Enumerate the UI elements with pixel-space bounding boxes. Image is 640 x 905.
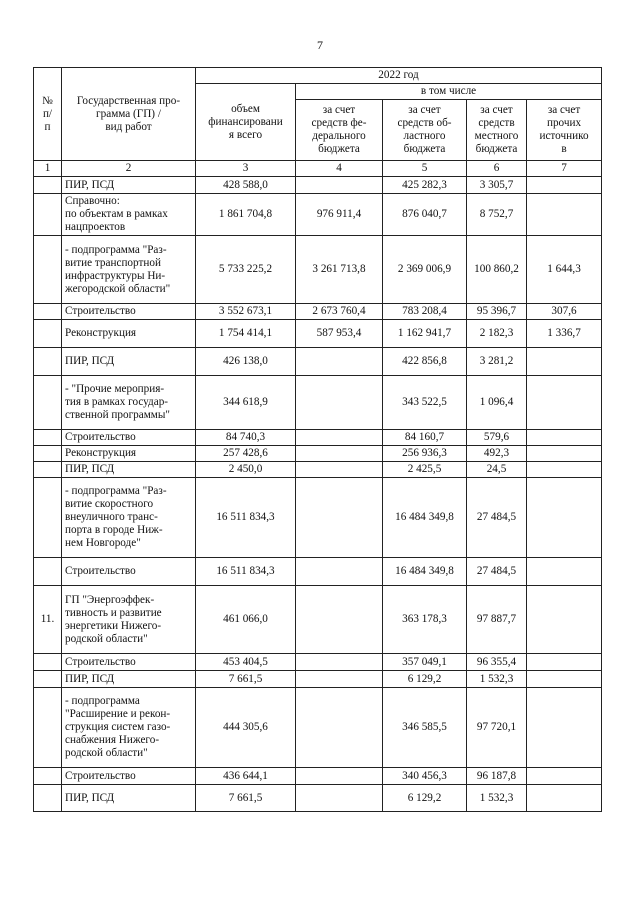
row-local: 96 187,8: [467, 768, 527, 785]
row-regional: 84 160,7: [383, 430, 467, 446]
row-regional: 256 936,3: [383, 446, 467, 462]
row-total: 1 754 414,1: [196, 320, 296, 348]
row-name: Строительство: [62, 304, 196, 320]
row-federal: [296, 768, 383, 785]
table-row: [34, 478, 602, 558]
row-other: [527, 785, 602, 812]
row-local: 100 860,2: [467, 236, 527, 304]
row-local: 2 182,3: [467, 320, 527, 348]
row-num: 11.: [34, 586, 62, 654]
row-num: [34, 194, 62, 236]
header-regional: за счет средств об- ластного бюджета: [383, 100, 467, 161]
colnum-2: 2: [62, 161, 196, 177]
row-local: 3 305,7: [467, 177, 527, 194]
table-row: [34, 768, 602, 785]
colnum-6: 6: [467, 161, 527, 177]
header-total: объем финансировани я всего: [196, 84, 296, 161]
row-regional: 357 049,1: [383, 654, 467, 671]
table-row: [34, 671, 602, 688]
row-other: [527, 688, 602, 768]
row-other: [527, 654, 602, 671]
row-total: 426 138,0: [196, 348, 296, 376]
row-regional: 16 484 349,8: [383, 558, 467, 586]
table-row: [34, 586, 602, 654]
table-row: [34, 320, 602, 348]
row-regional: 2 425,5: [383, 462, 467, 478]
table-row: [34, 688, 602, 768]
row-num: [34, 688, 62, 768]
row-name: - подпрограмма "Раз- витие скоростного внеуличного транс- порта в городе Ниж- нем Новгороде": [62, 478, 196, 558]
table-row: [34, 177, 602, 194]
row-total: 5 733 225,2: [196, 236, 296, 304]
row-federal: [296, 785, 383, 812]
row-local: 24,5: [467, 462, 527, 478]
page-number: 7: [317, 38, 323, 52]
row-regional: 6 129,2: [383, 785, 467, 812]
row-other: [527, 430, 602, 446]
row-local: 492,3: [467, 446, 527, 462]
row-regional: 6 129,2: [383, 671, 467, 688]
row-num: [34, 304, 62, 320]
row-name: ПИР, ПСД: [62, 348, 196, 376]
table-row: [34, 304, 602, 320]
row-total: 453 404,5: [196, 654, 296, 671]
row-name: ПИР, ПСД: [62, 671, 196, 688]
table-row: [34, 446, 602, 462]
row-total: 16 511 834,3: [196, 478, 296, 558]
row-name: - подпрограмма "Раз- витие транспортной инфраструктуры Ни- жегородской области": [62, 236, 196, 304]
row-regional: 16 484 349,8: [383, 478, 467, 558]
row-other: [527, 671, 602, 688]
row-federal: [296, 446, 383, 462]
row-num: [34, 558, 62, 586]
row-regional: 876 040,7: [383, 194, 467, 236]
row-num: [34, 348, 62, 376]
row-other: [527, 768, 602, 785]
row-local: 95 396,7: [467, 304, 527, 320]
row-total: 1 861 704,8: [196, 194, 296, 236]
header-year: 2022 год: [196, 68, 602, 84]
row-name: ПИР, ПСД: [62, 177, 196, 194]
row-total: 428 588,0: [196, 177, 296, 194]
row-local: 97 887,7: [467, 586, 527, 654]
row-total: 7 661,5: [196, 671, 296, 688]
table-row: [34, 654, 602, 671]
row-num: [34, 320, 62, 348]
row-regional: 783 208,4: [383, 304, 467, 320]
row-num: [34, 177, 62, 194]
table-row: [34, 785, 602, 812]
row-local: 8 752,7: [467, 194, 527, 236]
table-row: [34, 558, 602, 586]
row-num: [34, 785, 62, 812]
header-num: № п/ п: [34, 68, 62, 161]
row-federal: [296, 348, 383, 376]
row-federal: [296, 376, 383, 430]
row-federal: 587 953,4: [296, 320, 383, 348]
colnum-3: 3: [196, 161, 296, 177]
row-name: ПИР, ПСД: [62, 785, 196, 812]
row-num: [34, 478, 62, 558]
row-federal: [296, 462, 383, 478]
header-federal: за счет средств фе- дерального бюджета: [296, 100, 383, 161]
colnum-1: 1: [34, 161, 62, 177]
row-total: 84 740,3: [196, 430, 296, 446]
table-body: [34, 177, 602, 812]
table-row: [34, 430, 602, 446]
row-name: ПИР, ПСД: [62, 462, 196, 478]
table-row: [34, 348, 602, 376]
row-name: Строительство: [62, 654, 196, 671]
row-federal: [296, 654, 383, 671]
header-other: за счет прочих источнико в: [527, 100, 602, 161]
row-federal: [296, 688, 383, 768]
row-federal: 2 673 760,4: [296, 304, 383, 320]
row-num: [34, 236, 62, 304]
row-other: [527, 586, 602, 654]
table-row: [34, 236, 602, 304]
row-num: [34, 376, 62, 430]
row-num: [34, 654, 62, 671]
row-name: Строительство: [62, 768, 196, 785]
colnum-4: 4: [296, 161, 383, 177]
row-other: 307,6: [527, 304, 602, 320]
row-federal: 3 261 713,8: [296, 236, 383, 304]
row-total: 16 511 834,3: [196, 558, 296, 586]
row-federal: [296, 430, 383, 446]
row-local: 1 532,3: [467, 671, 527, 688]
row-federal: [296, 478, 383, 558]
row-regional: 2 369 006,9: [383, 236, 467, 304]
row-regional: 346 585,5: [383, 688, 467, 768]
row-num: [34, 430, 62, 446]
row-other: [527, 376, 602, 430]
colnum-5: 5: [383, 161, 467, 177]
row-other: [527, 348, 602, 376]
row-total: 444 305,6: [196, 688, 296, 768]
row-name: Строительство: [62, 558, 196, 586]
row-other: [527, 194, 602, 236]
row-name: Справочно: по объектам в рамках нацпроектов: [62, 194, 196, 236]
row-local: 1 096,4: [467, 376, 527, 430]
row-total: 7 661,5: [196, 785, 296, 812]
row-local: 96 355,4: [467, 654, 527, 671]
row-local: 1 532,3: [467, 785, 527, 812]
row-name: Реконструкция: [62, 446, 196, 462]
row-other: [527, 558, 602, 586]
row-local: 27 484,5: [467, 478, 527, 558]
row-federal: [296, 558, 383, 586]
row-federal: [296, 671, 383, 688]
row-name: - "Прочие мероприя- тия в рамках государ- ственной программы": [62, 376, 196, 430]
header-local: за счет средств местного бюджета: [467, 100, 527, 161]
header-including: в том числе: [296, 84, 602, 100]
table-row: [34, 462, 602, 478]
row-federal: [296, 586, 383, 654]
row-regional: 425 282,3: [383, 177, 467, 194]
row-name: Реконструкция: [62, 320, 196, 348]
row-total: 2 450,0: [196, 462, 296, 478]
row-num: [34, 446, 62, 462]
row-regional: 1 162 941,7: [383, 320, 467, 348]
row-federal: 976 911,4: [296, 194, 383, 236]
row-local: 27 484,5: [467, 558, 527, 586]
row-local: 3 281,2: [467, 348, 527, 376]
table-row: [34, 376, 602, 430]
row-total: 436 644,1: [196, 768, 296, 785]
financing-table: [33, 67, 602, 812]
row-other: [527, 446, 602, 462]
colnum-7: 7: [527, 161, 602, 177]
row-other: [527, 462, 602, 478]
row-other: [527, 478, 602, 558]
row-name: ГП "Энергоэффек- тивность и развитие энергетики Нижего- родской области": [62, 586, 196, 654]
row-total: 257 428,6: [196, 446, 296, 462]
row-regional: 363 178,3: [383, 586, 467, 654]
table-header: [34, 68, 602, 177]
row-num: [34, 671, 62, 688]
row-name: Строительство: [62, 430, 196, 446]
row-num: [34, 768, 62, 785]
row-total: 3 552 673,1: [196, 304, 296, 320]
row-other: 1 336,7: [527, 320, 602, 348]
row-federal: [296, 177, 383, 194]
row-total: 344 618,9: [196, 376, 296, 430]
row-regional: 343 522,5: [383, 376, 467, 430]
row-other: 1 644,3: [527, 236, 602, 304]
table-row: [34, 194, 602, 236]
header-program: Государственная про- грамма (ГП) / вид работ: [62, 68, 196, 161]
row-num: [34, 462, 62, 478]
row-regional: 340 456,3: [383, 768, 467, 785]
row-local: 97 720,1: [467, 688, 527, 768]
row-local: 579,6: [467, 430, 527, 446]
row-regional: 422 856,8: [383, 348, 467, 376]
row-other: [527, 177, 602, 194]
row-name: - подпрограмма "Расширение и рекон- струкция систем газо- снабжения Нижего- родской области": [62, 688, 196, 768]
row-total: 461 066,0: [196, 586, 296, 654]
